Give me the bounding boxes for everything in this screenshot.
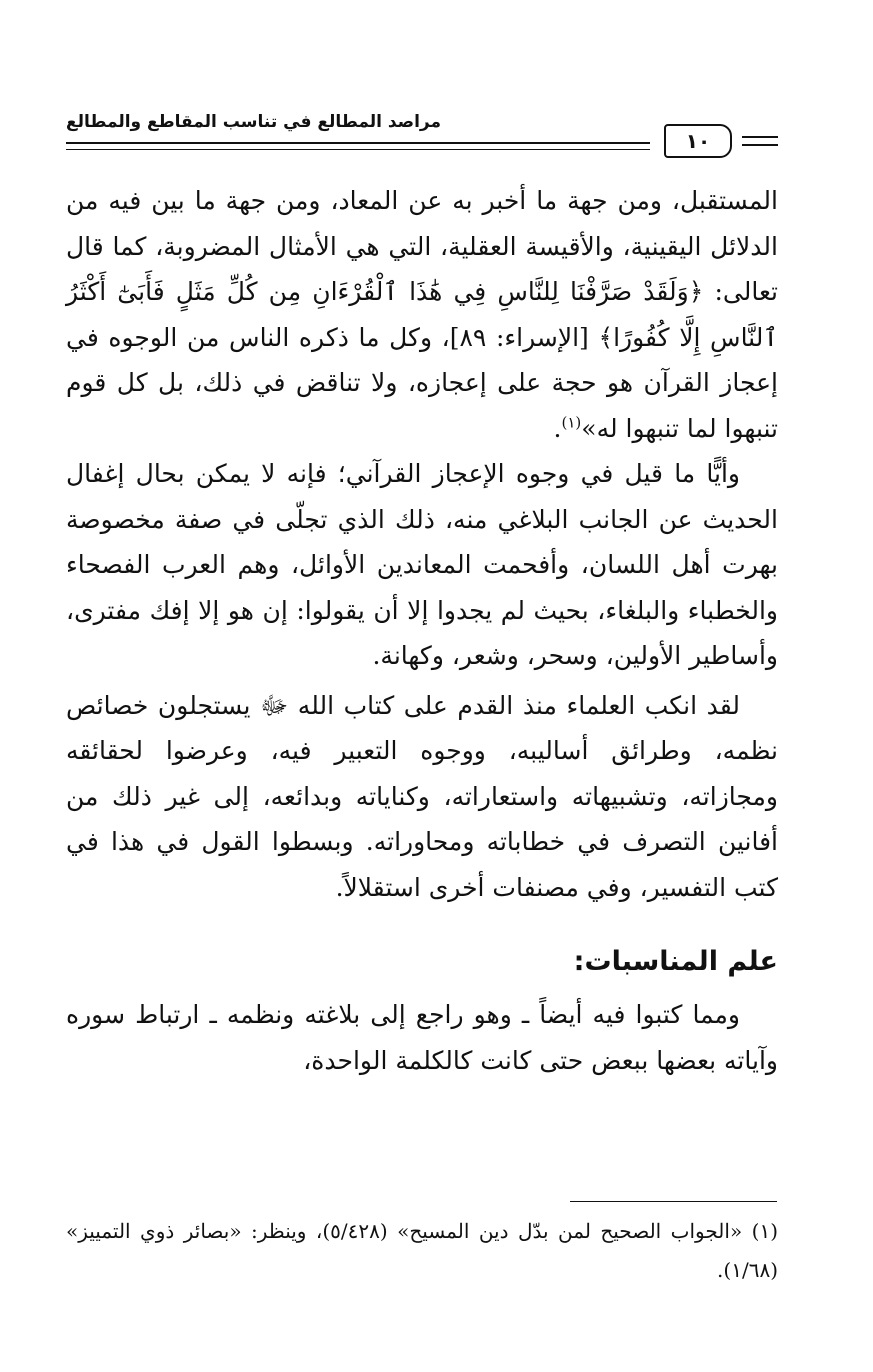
paragraph <box>66 178 778 451</box>
paragraph: وأيًّا ما قيل في وجوه الإعجاز القرآني؛ فإنه لا يمكن بحال إغفال الحديث عن الجانب البلاغي منه، ذلك الذي تجلّى في صفة مخصوصة بهرت أهل اللسان، وأفحمت المعاندين الأوائل، وهم العرب الفصحاء والخطباء والبلغاء، بحيث لم يجدوا إلا أن يقولوا: إن هو إلا إفك مفترى، وأساطير الأولين، وسحر، وشعر، وكهانة. <box>66 459 778 670</box>
page-header <box>66 106 776 166</box>
header-rule-thin <box>66 149 650 150</box>
running-title: مراصد المطالع في تناسب المقاطع والمطالع <box>66 112 442 132</box>
page-number: ١٠ <box>664 124 732 158</box>
footnote-separator <box>570 1201 777 1202</box>
header-ornament-line <box>742 136 778 138</box>
paragraph: ومما كتبوا فيه أيضاً ـ وهو راجع إلى بلاغته ونظمه ـ ارتباط سوره وآياته بعضها ببعض حتى كانت كالكلمة الواحدة، <box>66 1000 778 1075</box>
header-rule <box>66 142 650 144</box>
footnote: (١) «الجواب الصحيح لمن بدّل دين المسيح» (٥/٤٢٨)، وينظر: «بصائر ذوي التمييز» (١/٦٨). <box>66 1219 779 1282</box>
footnote-reference: (١) <box>561 413 582 432</box>
paragraph: لقد انكب العلماء منذ القدم على كتاب الله ﷻ يستجلون خصائص نظمه، وطرائق أساليبه، ووجوه التعبير فيه، وعرضوا لحقائقه ومجازاته، وتشبيهاته واستعاراته، وكناياته وبدائعه، إلى غير ذلك من أفانين التصرف في خطاباته ومحاوراته. وبسطوا القول في هذا في كتب التفسير، وفي مصنفات أخرى استقلالاً. <box>66 690 778 902</box>
section-heading: علم المناسبات: <box>573 946 778 977</box>
header-ornament-line <box>742 144 778 146</box>
paragraph-text: المستقبل، ومن جهة ما أخبر به عن المعاد، ومن جهة ما بين فيه من الدلائل اليقينية، والأقيسة العقلية، التي هي الأمثال المضروبة، كما قال تعالى: ﴿وَلَقَدْ صَرَّفْنَا لِلنَّاسِ فِي هَٰذَا ٱلْقُرْءَانِ مِن كُلِّ مَثَلٍ فَأَبَىٰٓ أَكْثَرُ ٱلنَّاسِ إِلَّا كُفُورًا﴾ [الإسراء: ٨٩]، وكل ما ذكره الناس من الوجوه في إعجاز القرآن هو حجة على إعجازه، ولا تناقض في ذلك، بل كل قوم تنبهوا لما تنبهوا له» <box>66 186 778 443</box>
main-text <box>66 178 778 1083</box>
footnotes <box>66 1212 778 1290</box>
paragraph-end: . <box>553 413 562 443</box>
